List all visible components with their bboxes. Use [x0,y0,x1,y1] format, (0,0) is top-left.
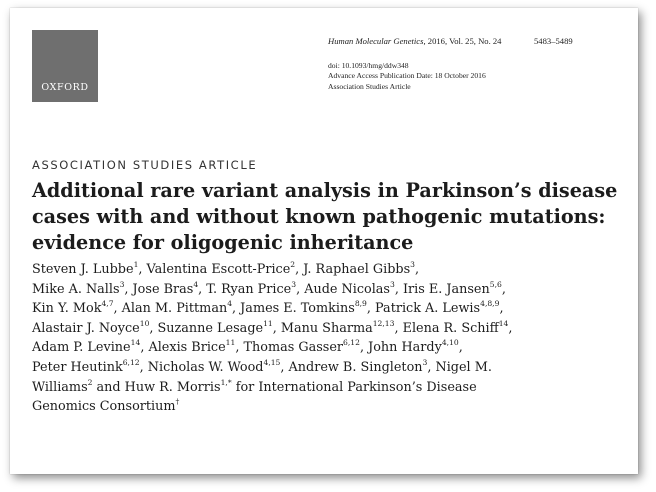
affiliation-marker: 2 [87,377,93,387]
title-line: cases with and without known pathogenic mutations: [32,205,606,228]
author-name: , Andrew B. Singleton [280,359,423,375]
author-line [32,338,632,358]
author-name: Williams [32,379,88,395]
author-line [32,319,632,339]
author-name: Mike A. Nalls [32,281,120,297]
journal-volume-issue: , 2016, Vol. 25, No. 24 [423,36,502,46]
author-name: , Iris E. Jansen [394,281,490,297]
affiliation-marker: 1,* [220,377,232,387]
author-name: , [415,262,420,277]
advance-access-date: Advance Access Publication Date: 18 October 2016 [328,71,486,81]
author-name: , John Hardy [359,340,442,356]
author-name: , [508,320,513,336]
affiliation-marker: 4,7 [101,299,114,309]
author-name: Peter Heutink [32,359,123,375]
author-line [32,299,632,319]
author-name: and Huw R. Morris [92,379,221,395]
doi: doi: 10.1093/hmg/ddw348 [328,61,409,70]
author-name: Steven J. Lubbe [32,262,134,277]
author-name: Adam P. Levine [32,340,131,356]
author-line [32,358,632,378]
author-name: for International Parkinson’s Disease [231,379,477,395]
author-name: , Alexis Brice [140,340,226,356]
affiliation-marker: 3 [389,279,395,289]
author-line [32,378,632,398]
author-list [32,260,632,417]
oxford-logo-text: OXFORD [41,82,89,93]
affiliation-marker: 3 [291,279,297,289]
author-name: , Jose Bras [124,281,194,297]
affiliation-marker: 8,9 [354,299,367,309]
affiliation-marker: 1 [133,260,139,269]
article-title [32,178,632,256]
author-name: , Aude Nicolas [296,281,390,297]
author-name: , [501,281,506,297]
author-line [32,397,632,417]
affiliation-marker: 6,12 [343,338,360,348]
author-name: , Thomas Gasser [235,340,344,356]
affiliation-marker: 12,13 [372,318,395,328]
article-meta [328,61,486,92]
title-line: evidence for oligogenic inheritance [32,231,414,254]
author-name: , Valentina Escott-Price [138,262,291,277]
affiliation-marker: 14 [130,338,141,348]
author-name: , Nigel M. [427,359,492,375]
author-name: , Suzanne Lesage [149,320,264,336]
affiliation-marker: 4,8,9 [480,299,500,309]
author-name: , Elena R. Schiff [394,320,499,336]
author-name: , Manu Sharma [272,320,373,336]
author-name: Genomics Consortium [32,399,176,415]
author-name: , [499,301,504,317]
author-name: , James E. Tomkins [232,301,355,317]
affiliation-marker: 4 [227,299,233,309]
section-label: ASSOCIATION STUDIES ARTICLE [32,158,258,172]
author-name: , Nicholas W. Wood [139,359,264,375]
article-type: Association Studies Article [328,81,411,91]
affiliation-marker: 10 [139,318,150,328]
affiliation-marker: 4,10 [441,338,459,348]
affiliation-marker: 2 [290,260,296,269]
author-name: , Patrick A. Lewis [366,301,481,317]
affiliation-marker: 14 [498,318,509,328]
affiliation-marker: 4 [193,279,199,289]
affiliation-marker: 11 [225,338,236,348]
affiliation-marker: 6,12 [122,357,140,367]
affiliation-marker: 11 [263,318,273,328]
title-line: Additional rare variant analysis in Parkinson’s disease [32,179,618,202]
affiliation-marker: 5,6 [489,279,502,289]
author-name: , [458,340,463,356]
affiliation-marker: 3 [410,260,416,269]
author-name: Kin Y. Mok [32,301,102,317]
journal-citation [328,36,573,46]
journal-name: Human Molecular Genetics [328,36,424,46]
author-name: Alastair J. Noyce [32,320,140,336]
affiliation-marker: 3 [422,357,428,367]
affiliation-marker: 3 [119,279,125,289]
oxford-logo [32,30,98,102]
author-line [32,260,632,280]
author-name: , T. Ryan Price [198,281,292,297]
author-line [32,280,632,300]
affiliation-marker: † [175,397,180,407]
author-name: , Alan M. Pittman [113,301,228,317]
journal-pages: 5483–5489 [534,36,573,46]
article-page [10,8,638,474]
author-name: , J. Raphael Gibbs [295,262,411,277]
affiliation-marker: 4,15 [263,357,281,367]
